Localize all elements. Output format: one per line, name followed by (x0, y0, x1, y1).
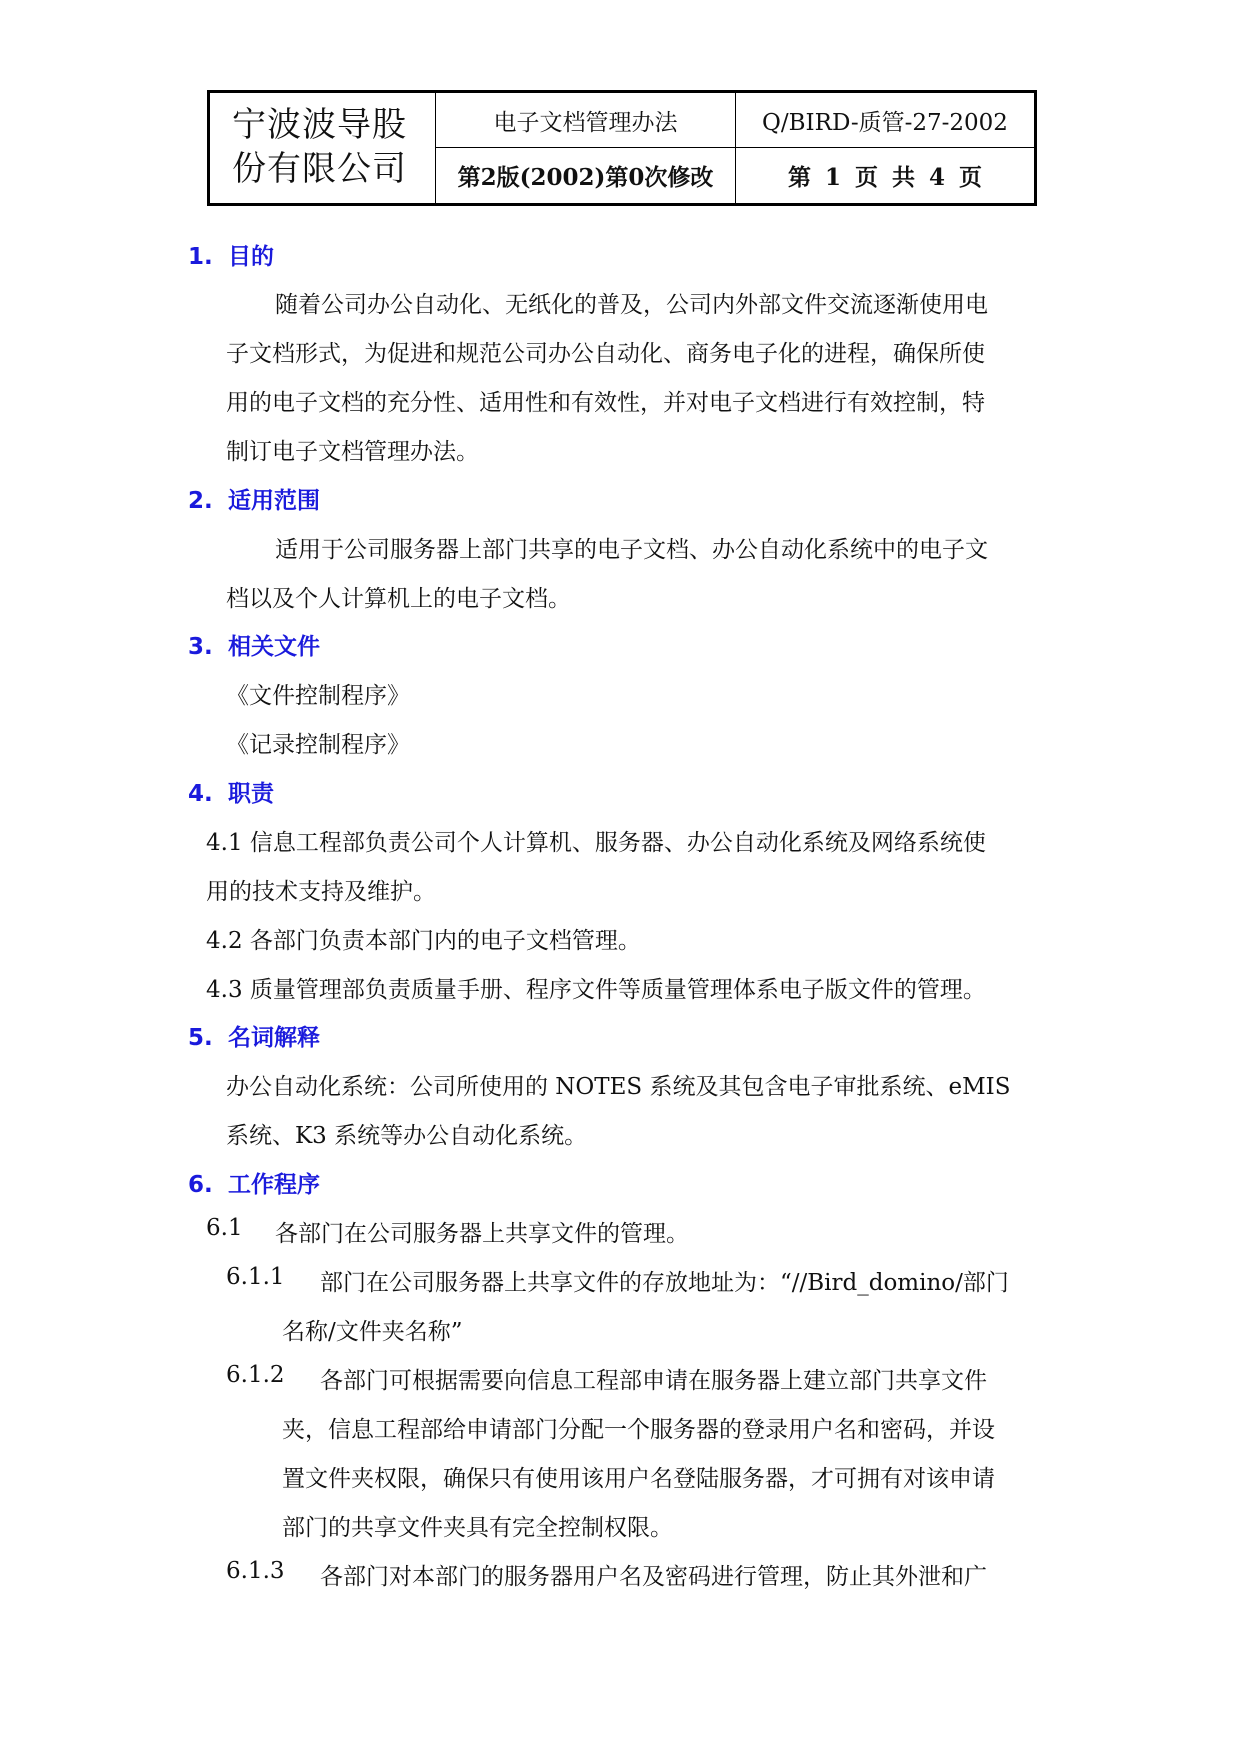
paragraph-line: 4.3 质量管理部负责质量手册、程序文件等质量管理体系电子版文件的管理。 (206, 977, 986, 1003)
paragraph-line: 制订电子文档管理办法。 (226, 439, 479, 465)
item-number: 6.1.1 (226, 1264, 285, 1290)
page-indicator: 第 1 页 共 4 页 (787, 164, 983, 191)
paragraph-line: 随着公司办公自动化、无纸化的普及，公司内外部文件交流逐渐使用电 (275, 292, 988, 318)
section-title: 职责 (228, 781, 274, 807)
related-document: 《文件控制程序》 (226, 683, 410, 709)
paragraph-line: 用的技术支持及维护。 (206, 879, 436, 905)
paragraph-line: 夹，信息工程部给申请部门分配一个服务器的登录用户名和密码，并设 (282, 1417, 995, 1443)
paragraph-line: 各部门可根据需要向信息工程部申请在服务器上建立部门共享文件 (320, 1368, 987, 1394)
section-number: 4. (188, 781, 213, 807)
section-title: 工作程序 (228, 1172, 320, 1198)
document-title: 电子文档管理办法 (436, 93, 736, 148)
paragraph-line: 4.1 信息工程部负责公司个人计算机、服务器、办公自动化系统及网络系统使 (206, 830, 986, 856)
document-header-table (207, 90, 1037, 206)
paragraph-line: 适用于公司服务器上部门共享的电子文档、办公自动化系统中的电子文 (275, 537, 988, 563)
item-number: 6.1 (206, 1215, 243, 1241)
paragraph-line: 用的电子文档的充分性、适用性和有效性，并对电子文档进行有效控制，特 (226, 390, 985, 416)
section-title: 目的 (228, 244, 274, 270)
paragraph-line: 系统、K3 系统等办公自动化系统。 (226, 1123, 588, 1149)
paragraph-line: 办公自动化系统：公司所使用的 NOTES 系统及其包含电子审批系统、eMIS (226, 1074, 1011, 1100)
related-document: 《记录控制程序》 (226, 732, 410, 758)
item-number: 6.1.2 (226, 1362, 285, 1388)
paragraph-line: 各部门对本部门的服务器用户名及密码进行管理，防止其外泄和广 (320, 1564, 987, 1590)
section-title: 适用范围 (228, 488, 320, 514)
section-3-heading (188, 628, 320, 661)
section-number: 1. (188, 244, 213, 270)
section-2-heading (188, 482, 320, 515)
section-title: 相关文件 (228, 634, 320, 660)
section-1-heading (188, 238, 274, 271)
section-number: 3. (188, 634, 213, 660)
section-title: 名词解释 (228, 1025, 320, 1051)
section-number: 2. (188, 488, 213, 514)
section-6-heading (188, 1166, 320, 1199)
section-5-heading (188, 1019, 320, 1052)
section-number: 6. (188, 1172, 213, 1198)
section-number: 5. (188, 1025, 213, 1051)
paragraph-line: 各部门在公司服务器上共享文件的管理。 (275, 1221, 689, 1247)
paragraph-line: 置文件夹权限，确保只有使用该用户名登陆服务器，才可拥有对该申请 (282, 1466, 995, 1492)
item-number: 6.1.3 (226, 1558, 285, 1584)
company-name-line-1: 宁波波导股 (232, 105, 407, 145)
paragraph-line: 档以及个人计算机上的电子文档。 (226, 586, 571, 612)
company-name (210, 93, 436, 203)
document-code: Q/BIRD-质管-27-2002 (736, 93, 1034, 148)
document-version: 第2版(2002)第0次修改 (436, 148, 736, 203)
company-name-line-2: 份有限公司 (232, 149, 407, 189)
section-4-heading (188, 775, 274, 808)
paragraph-line: 子文档形式，为促进和规范公司办公自动化、商务电子化的进程，确保所使 (226, 341, 985, 367)
paragraph-line: 4.2 各部门负责本部门内的电子文档管理。 (206, 928, 641, 954)
paragraph-line: 名称/文件夹名称” (282, 1319, 463, 1345)
paragraph-line: 部门在公司服务器上共享文件的存放地址为：“//Bird_domino/部门 (320, 1270, 1009, 1296)
paragraph-line: 部门的共享文件夹具有完全控制权限。 (282, 1515, 673, 1541)
